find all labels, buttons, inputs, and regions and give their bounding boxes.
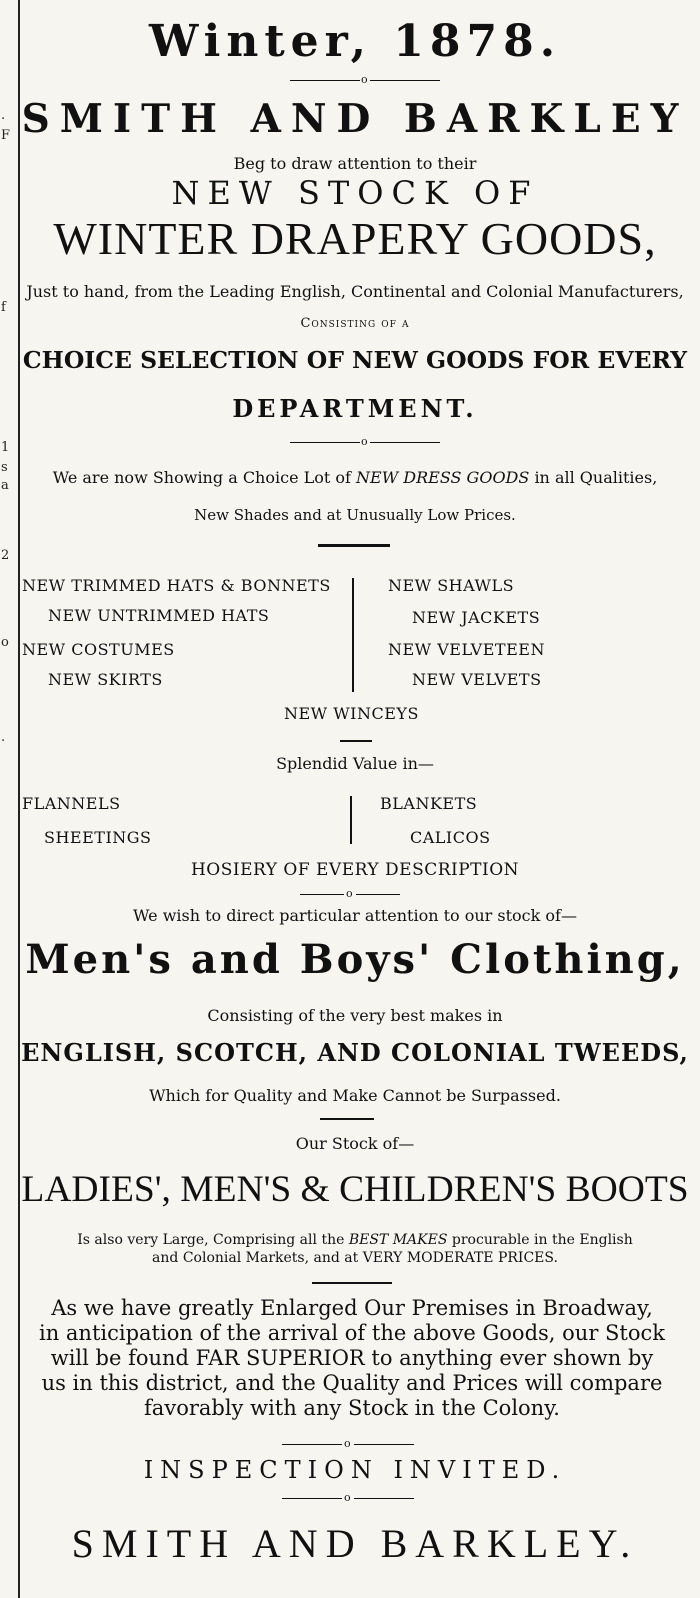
ornament-separator: o: [0, 1440, 700, 1450]
new-stock-heading: NEW STOCK OF: [171, 174, 539, 212]
margin-fragment: F: [1, 128, 11, 143]
margin-fragment: f: [1, 300, 6, 315]
quality-line: Which for Quality and Make Cannot be Surpassed.: [149, 1086, 561, 1105]
premises-paragraph: [22, 1296, 682, 1421]
dress-goods-line: We are now Showing a Choice Lot of NEW DRESS GOODS in all Qualities,: [52, 468, 658, 487]
column-divider: [350, 796, 352, 844]
list-item: NEW COSTUMES: [22, 640, 175, 659]
margin-fragment: s: [1, 460, 8, 475]
list-item: NEW SHAWLS: [388, 576, 515, 595]
just-to-hand-line: Just to hand, from the Leading English, Continental and Colonial Manufacturers,: [26, 282, 684, 301]
winter-drapery-heading: WINTER DRAPERY GOODS,: [53, 213, 657, 264]
splendid-value-line: Splendid Value in—: [276, 754, 434, 773]
list-item: NEW JACKETS: [412, 608, 541, 627]
best-makes-highlight: BEST MAKES: [348, 1232, 448, 1248]
short-rule: [318, 544, 390, 547]
inspection-invited-line: INSPECTION INVITED.: [143, 1456, 567, 1484]
best-makes-line: Consisting of the very best makes in: [207, 1006, 503, 1025]
new-shades-line: New Shades and at Unusually Low Prices.: [194, 506, 516, 524]
ornament-separator: o: [0, 890, 700, 900]
list-item: NEW TRIMMED HATS & BONNETS: [22, 576, 331, 595]
boots-intro-line: Our Stock of—: [295, 1134, 415, 1153]
paragraph-line: favorably with any Stock in the Colony.: [144, 1396, 560, 1420]
ornament-separator: o: [0, 76, 700, 86]
ornament-separator: o: [0, 1494, 700, 1504]
season-heading: Winter, 1878.: [148, 16, 562, 67]
paragraph-line: As we have greatly Enlarged Our Premises in Broadway,: [51, 1296, 653, 1320]
list-item: CALICOS: [410, 828, 491, 847]
firm-name-heading: SMITH AND BARKLEY: [21, 96, 689, 142]
attention-line: Beg to draw attention to their: [233, 154, 477, 173]
clothing-intro-line: We wish to direct particular attention to our stock of—: [133, 906, 577, 925]
ornament-separator: o: [0, 438, 700, 448]
list-item: FLANNELS: [22, 794, 121, 813]
hosiery-line: HOSIERY OF EVERY DESCRIPTION: [190, 860, 520, 880]
clothing-heading: Men's and Boys' Clothing,: [25, 936, 685, 983]
paragraph-line: us in this district, and the Quality and Prices will compare: [41, 1371, 663, 1395]
dress-goods-highlight: NEW DRESS GOODS: [356, 468, 530, 487]
list-item: NEW WINCEYS: [284, 704, 419, 723]
short-rule: [340, 740, 372, 742]
list-item: NEW SKIRTS: [48, 670, 163, 689]
paragraph-line: in anticipation of the arrival of the above Goods, our Stock: [38, 1321, 665, 1345]
margin-fragment: 1: [1, 440, 10, 455]
column-divider: [352, 578, 354, 692]
short-rule: [320, 1118, 374, 1120]
closing-firm-name: SMITH AND BARKLEY.: [71, 1521, 639, 1566]
tweeds-heading: ENGLISH, SCOTCH, AND COLONIAL TWEEDS,: [21, 1038, 689, 1067]
list-item: BLANKETS: [380, 794, 478, 813]
margin-fragment: 2: [1, 548, 10, 563]
consisting-line: Consisting of a: [300, 316, 410, 331]
list-item: SHEETINGS: [44, 828, 152, 847]
boots-markets-line: and Colonial Markets, and at VERY MODERATE PRICES.: [152, 1250, 558, 1266]
margin-fragment: o: [1, 635, 9, 650]
paragraph-line: will be found FAR SUPERIOR to anything ever shown by: [50, 1346, 654, 1370]
short-rule: [312, 1282, 392, 1284]
list-item: NEW VELVETS: [412, 670, 542, 689]
adjacent-column-fragments: [0, 0, 16, 1598]
list-item: NEW UNTRIMMED HATS: [48, 606, 270, 625]
boots-description-line: Is also very Large, Comprising all the BEST MAKES procurable in the English: [77, 1232, 633, 1248]
margin-fragment: .: [1, 108, 6, 123]
list-item: NEW VELVETEEN: [388, 640, 545, 659]
department-heading: DEPARTMENT.: [232, 394, 478, 423]
boots-heading: LADIES', MEN'S & CHILDREN'S BOOTS: [21, 1169, 689, 1210]
margin-fragment: a: [1, 478, 9, 493]
choice-selection-heading: CHOICE SELECTION OF NEW GOODS FOR EVERY: [22, 346, 688, 374]
margin-fragment: .: [1, 730, 6, 745]
